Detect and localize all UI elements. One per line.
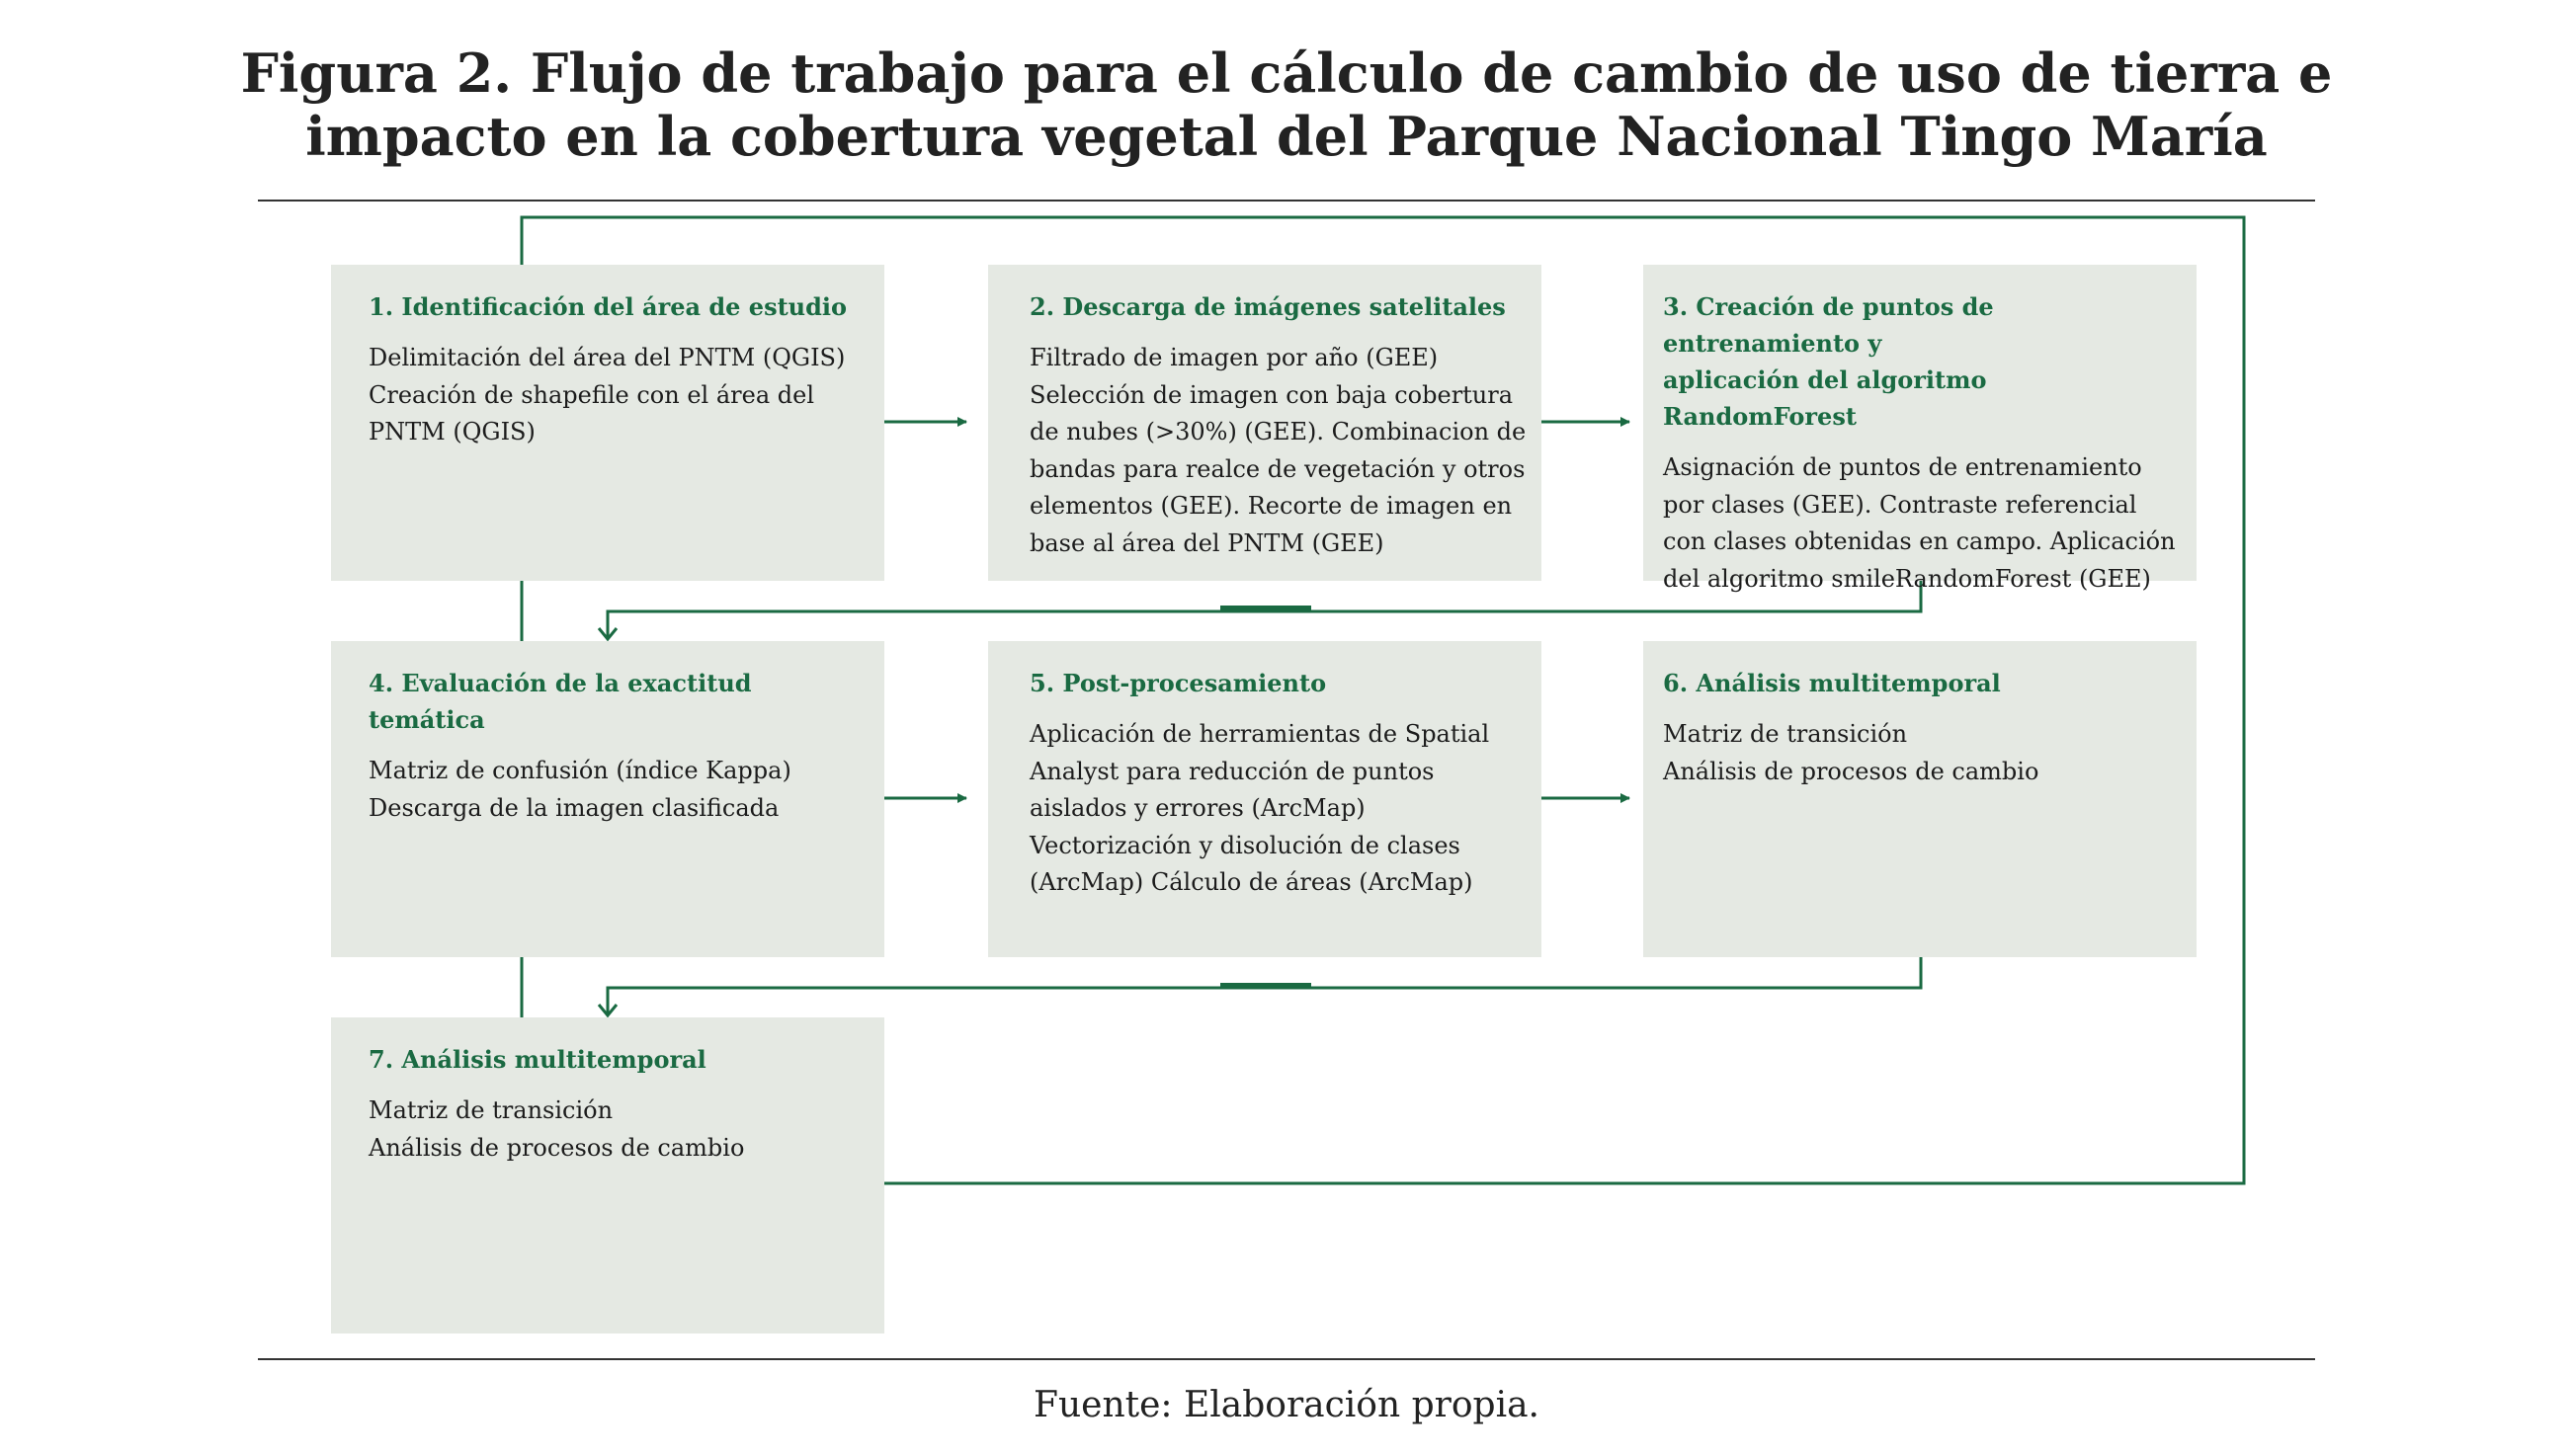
figure-title-line-2: impacto en la cobertura vegetal del Parque Nacional Tingo María	[305, 105, 2268, 168]
step-1-line-3: PNTM (QGIS)	[369, 418, 536, 445]
step-7-title: 7. Análisis multitemporal	[369, 1045, 706, 1074]
step-3-title-line-1: 3. Creación de puntos de entrenamiento y	[1663, 292, 1994, 358]
step-3-line-4: del algoritmo smileRandomForest (GEE)	[1663, 564, 2151, 593]
figure-title-line-1: Figura 2. Flujo de trabajo para el cálculo de cambio de uso de tierra e	[240, 41, 2333, 105]
step-2-line-1: Filtrado de imagen por año (GEE)	[1030, 344, 1439, 371]
step-6-title: 6. Análisis multitemporal	[1663, 669, 2001, 697]
step-5-line-1: Aplicación de herramientas de Spatial	[1030, 720, 1490, 748]
step-4-title: 4. Evaluación de la exactitud temática	[369, 669, 752, 734]
step-6-line-2: Análisis de procesos de cambio	[1663, 757, 2039, 785]
step-box-6	[1643, 641, 2197, 957]
step-2-line-2: Selección de imagen con baja cobertura	[1030, 380, 1514, 409]
step-3-title-line-2: aplicación del algoritmo RandomForest	[1663, 365, 1987, 431]
tab-marker-row-2	[1220, 983, 1311, 989]
step-2-line-6: base al área del PNTM (GEE)	[1030, 528, 1384, 557]
step-1-title: 1. Identificación del área de estudio	[369, 292, 848, 321]
step-2-title: 2. Descarga de imágenes satelitales	[1030, 292, 1506, 321]
step-3-line-1: Asignación de puntos de entrenamiento	[1663, 453, 2142, 481]
step-box-4	[331, 641, 884, 957]
tab-marker-row-1	[1220, 606, 1311, 611]
bottom-divider	[258, 1358, 2315, 1360]
step-5-line-2: Analyst para reducción de puntos	[1030, 757, 1435, 785]
step-2-line-3: de nubes (>30%) (GEE). Combinacion de	[1030, 418, 1527, 445]
step-7-line-2: Análisis de procesos de cambio	[369, 1133, 745, 1162]
step-box-3	[1643, 265, 2197, 593]
step-box-5	[988, 641, 1541, 957]
step-2-line-5: elementos (GEE). Recorte de imagen en	[1030, 492, 1513, 520]
step-1-line-1: Delimitación del área del PNTM (QGIS)	[369, 344, 846, 371]
step-4-line-2: Descarga de la imagen clasificada	[369, 793, 780, 822]
figure-source: Fuente: Elaboración propia.	[1033, 1385, 1539, 1425]
step-5-line-4: Vectorización y disolución de clases	[1030, 831, 1460, 859]
step-6-line-1: Matriz de transición	[1663, 720, 1908, 748]
step-5-line-5: (ArcMap) Cálculo de áreas (ArcMap)	[1030, 868, 1473, 896]
step-2-line-4: bandas para realce de vegetación y otros	[1030, 454, 1526, 483]
step-box-1	[331, 265, 884, 581]
step-3-line-2: por clases (GEE). Contraste referencial	[1663, 490, 2137, 519]
step-5-line-3: aislados y errores (ArcMap)	[1030, 794, 1366, 822]
step-box-2	[988, 265, 1541, 581]
step-7-line-1: Matriz de transición	[369, 1096, 614, 1124]
step-1-line-2: Creación de shapefile con el área del	[369, 380, 815, 409]
step-box-7	[331, 1017, 884, 1334]
step-4-line-1: Matriz de confusión (índice Kappa)	[369, 757, 791, 784]
step-3-line-3: con clases obtenidas en campo. Aplicación	[1663, 527, 2176, 555]
step-5-title: 5. Post-procesamiento	[1030, 669, 1327, 697]
